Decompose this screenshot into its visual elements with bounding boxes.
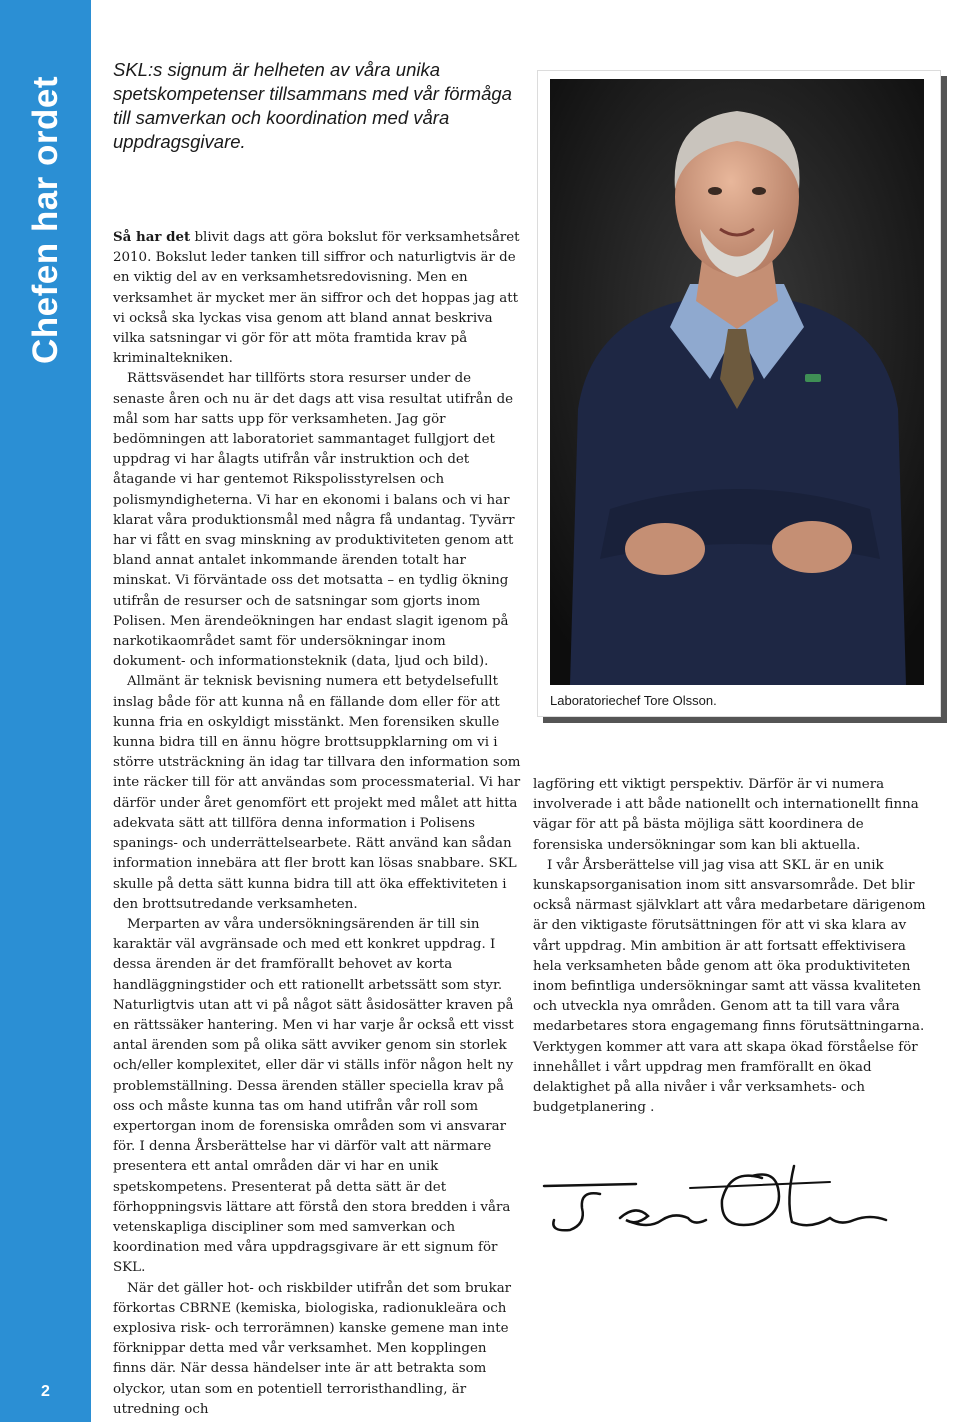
article-column-right [533,775,937,1118]
section-title: Chefen har ordet [26,75,65,365]
portrait-photo [550,79,924,685]
signature [540,1160,900,1250]
portrait-frame [537,70,941,717]
paragraph-7: I vår Årsberättelse vill jag visa att SKL är en unik kunskapsorganisation inom sitt ansvarsområde. Det blir också närmast självklart att våra medarbetare därigenom är den viktigaste förutsättningen för att vi ska klara av vårt uppdrag. Min ambition är att fortsatt effektivisera hela verksamheten både genom att öka produktiviteten inom befintliga undersökningar samt att vässa kvaliteten och utveckla nya områden. Genom att ta till vara våra medarbetares stora engagemang finns förutsättningarna. Verktygen kommer att vara att skapa ökad förståelse för innehållet i vårt uppdrag men framförallt en ökad delaktighet på alla nivåer i vår verksamhets- och budgetplanering . [533,857,926,1116]
paragraph-1 [113,227,521,369]
paragraph-1-text: blivit dags att göra bokslut för verksamhetsåret 2010. Bokslut leder tanken till siffror och naturligtvis är de en viktig del av en verksamhetsredovisning. Men en verksamhet är mycket mer än siffror och det hoppas jag att vi också ska lyckas visa genom att bland annat beskriva vilka satsningar vi gör för att möta framtida krav på kriminaltekniken. [113,230,520,367]
signature-drawing [540,1160,900,1250]
paragraph-2: Rättsväsendet har tillförts stora resurser under de senaste åren och nu är det dags att visa resultat utifrån de mål som har satts upp för verksamheten. Jag gör bedömningen att laboratoriet sammantaget fullgjort det uppdrag vi har ålagts utifrån vår instruktion och det åtagande vi har gentemot Rikspolisstyrelsen och polismyndigheterna. Vi har en ekonomi i balans och vi har klarat våra produktionsmål med några få undantag. Tyvärr har vi fått en svag minskning av produktiviteten genom att bland annat antalet inkommande ärenden totalt har minskat. Vi förväntade oss det motsatta – en tydlig ökning utifrån de resurser och de satsningar som gjorts inom Polisen. Men ärendeökningen har endast slagit igenom på narkotikaområdet samt för undersökningar inom dokument- och informationsteknik (data, ljud och bild). [113,371,515,670]
sidebar-band [0,0,91,1422]
paragraph-5: När det gäller hot- och riskbilder utifrån det som brukar förkortas CBRNE (kemiska, biologiska, radionukleära och explosiva risk- och terrorämnen) kanske gemene man inte förknippar detta med vår verksamhet. Men kopplingen finns där. När dessa händelser inte är att betrakta som olyckor, utan som en potentiell terroristhandling, är utredning och [113,1280,512,1417]
photo-caption: Laboratoriechef Tore Olsson. [550,693,717,708]
paragraph-6: lagföring ett viktigt perspektiv. Därför är vi numera involverade i att både nationellt och internationellt finna vägar för att på bästa möjliga sätt koordinera de forensiska undersökningar som kan bli aktuella. [533,777,919,853]
paragraph-lead-in: Så har det [113,229,191,245]
lead-quote: SKL:s signum är helheten av våra unika spetskompetenser tillsammans med vår förmåga till samverkan och koordination med våra uppdragsgivare. [113,59,512,152]
paragraph-4: Merparten av våra undersökningsärenden är till sin karaktär väl avgränsade och med ett konkret uppdrag. I dessa ärenden är det framförallt behovet av korta handläggningstider och ett rationellt arbetssätt som styr. Naturligtvis utan att vi på något sätt åsidosätter kraven på en rättssäker hantering. Men vi har varje år också ett visst antal ärenden som på olika sätt avviker genom sin storlek och/eller komplexitet, eller där vi ställs inför någon helt ny problemställning. Dessa ärenden ställer speciella krav på oss och måste kunna tas om hand utifrån vår roll som expertorgan inom de forensiska områden som vi ansvarar för. I denna Årsberättelse har vi därför valt att närmare presentera ett antal områden där vi har en unik spetskompetens. Presenterat på detta sätt är det förhoppningsvis lättare att förstå den stora bredden i våra vetenskapliga discipliner som med samverkan och koordination med våra uppdragsgivare är ett signum för SKL. [113,916,514,1276]
page-number: 2 [41,1383,50,1400]
article-column-left [113,227,521,1420]
portrait-illustration [550,79,924,685]
paragraph-3: Allmänt är teknisk bevisning numera ett betydelsefullt inslag både för att kunna nå en fällande dom eller för att kunna fria en oskyldigt misstänkt. Men forensiken skulle kunna bidra till en ännu högre brottsuppklarning om vi i större utsträckning än idag tar tillvara den information som inte räcker till för att användas som processmaterial. Vi har därför under året genomfört ett projekt med målet att hitta adekvata sätt att tillföra denna information i Polisens spanings- och underrättelsearbete. Rätt använd kan sådan information innebära att fler brott kan lösas snabbare. SKL skulle på detta sätt kunna bidra till att öka effektiviteten i den brottsutredande verksamheten. [113,674,521,912]
